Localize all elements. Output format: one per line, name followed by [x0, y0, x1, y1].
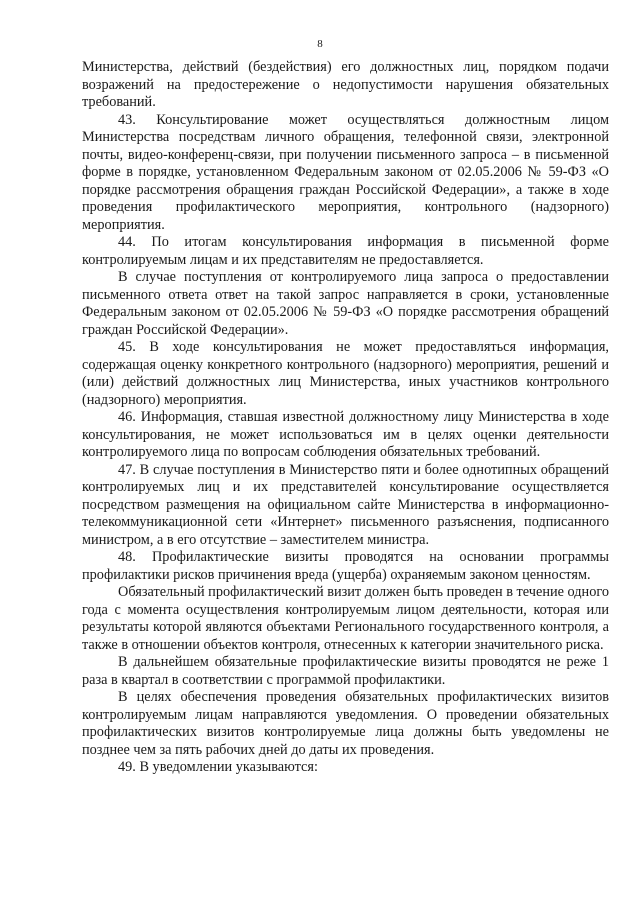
- paragraph-44: 44. По итогам консультирования информация в письменной форме контролируемым лицам и их представителям не предоставляется.: [82, 234, 609, 268]
- document-body: [82, 59, 609, 777]
- paragraph-49: 49. В уведомлении указываются:: [118, 759, 318, 775]
- paragraph-48-mandatory-visit: Обязательный профилактический визит должен быть проведен в течение одного года с момента осуществления контролируемым лицом деятельности, которая или результаты которой являются объектами Регионального государственного контроля, а также в отношении объектов контроля, отнесенных к категории значительного риска.: [82, 584, 610, 653]
- page-number: 8: [317, 38, 323, 50]
- paragraph-43: 43. Консультирование может осуществляться должностным лицом Министерства посредствам личного обращения, телефонной связи, электронной почты, видео-конференц-связи, при получении письменного запроса – в письменной форме в порядке, установленном Федеральным законом от 02.05.2006 № 59-ФЗ «О порядке рассмотрения обращения граждан Российской Федерации», а также в ходе проведения профилактического мероприятия, контрольного (надзорного) мероприятия.: [82, 111, 609, 233]
- paragraph-48-frequency: В дальнейшем обязательные профилактические визиты проводятся не реже 1 раза в квартал в соответствии с программой профилактики.: [82, 654, 609, 688]
- paragraph-45: 45. В ходе консультирования не может предоставляться информация, содержащая оценку конкретного контрольного (надзорного) мероприятия, решений и (или) действий должностных лиц Министерства, иных участников контрольного (надзорного) мероприятия.: [82, 339, 609, 408]
- paragraph-44-response: В случае поступления от контролируемого лица запроса о предоставлении письменного ответа ответ на такой запрос направляется в сроки, установленные Федеральным законом от 02.05.2006 № 59-ФЗ «О порядке рассмотрения обращений граждан Российской Федерации».: [82, 269, 609, 338]
- paragraph-46: 46. Информация, ставшая известной должностному лицу Министерства в ходе консультирования, не может использоваться им в целях оценки деятельности контролируемого лица по вопросам соблюдения обязательных требований.: [82, 409, 609, 460]
- paragraph-48: 48. Профилактические визиты проводятся на основании программы профилактики рисков причинения вреда (ущерба) охраняемым законом ценностям.: [82, 549, 609, 583]
- paragraph-47: 47. В случае поступления в Министерство пяти и более однотипных обращений контролируемых лиц и их представителей консультирование осуществляется посредством размещения на официальном сайте Министерства в информационно-телекоммуникационной сети «Интернет» письменного разъяснения, подписанного министром, а в его отсутствие – заместителем министра.: [82, 461, 609, 548]
- paragraph-continuation: Министерства, действий (бездействия) его должностных лиц, порядком подачи возражений на предостережение о недопустимости нарушения обязательных требований.: [82, 59, 609, 110]
- paragraph-48-notification: В целях обеспечения проведения обязательных профилактических визитов контролируемым лицам направляются уведомления. О проведении обязательных профилактических визитов контролируемые лица должны быть уведомлены не позднее чем за пять рабочих дней до даты их проведения.: [82, 689, 609, 758]
